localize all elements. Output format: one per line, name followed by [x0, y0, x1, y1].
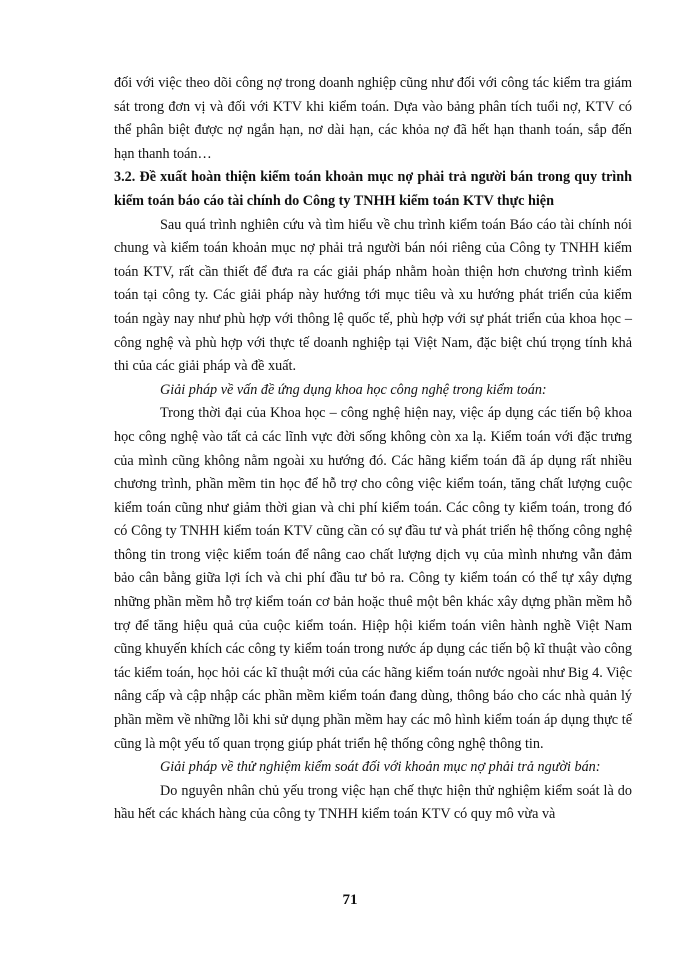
section-heading: 3.2. Đề xuất hoàn thiện kiểm toán khoản mục nợ phải trả người bán trong quy trình kiểm toán báo cáo tài chính do Công ty TNHH kiểm toán KTV thực hiện [114, 169, 632, 209]
subheading-control-testing: Giải pháp về thử nghiệm kiểm soát đối với khoản mục nợ phải trả người bán: [160, 759, 601, 776]
subheading-technology: Giải pháp về vấn đề ứng dụng khoa học công nghệ trong kiểm toán: [160, 381, 547, 398]
page-number: 71 [342, 892, 358, 908]
page-body [114, 72, 632, 827]
paragraph-continuation: đối với việc theo dõi công nợ trong doanh nghiệp cũng như đối với công tác kiểm tra giám sát trong đơn vị và đối với KTV khi kiểm toán. Dựa vào bảng phân tích tuổi nợ, KTV có thể phân biệt được nợ ngắn hạn, nơ dài hạn, các khỏa nợ đã hết hạn thanh toán, sắp đến hạn thanh toán… [114, 75, 632, 162]
paragraph-technology: Trong thời đại của Khoa học – công nghệ hiện nay, việc áp dụng các tiến bộ khoa học công nghệ vào tất cả các lĩnh vực đời sống không còn xa lạ. Kiểm toán với đặc trưng của mình cũng không nằm ngoài xu hướng đó. Các hãng kiểm toán đã áp dụng rất nhiều chương trình, phần mềm tin học để hỗ trợ cho công việc kiểm toán, tăng chất lượng cuộc kiểm toán cũng như giảm thời gian và chi phí kiểm toán. Các công ty kiểm toán, trong đó có Công ty TNHH kiểm toán KTV cũng cần có sự đầu tư và phát triển hệ thống công nghệ thông tin trong việc kiểm toán để nâng cao chất lượng dịch vụ của mình nhưng vẫn đảm bảo cân bằng giữa lợi ích và chi phí đầu tư bỏ ra. Công ty kiểm toán có thể tự xây dựng những phần mềm hỗ trợ kiểm toán cơ bản hoặc thuê một bên khác xây dựng phần mềm hỗ trợ để tăng hiệu quả của cuộc kiểm toán. Hiệp hội kiểm toán viên hành nghề Việt Nam cũng khuyến khích các công ty kiểm toán trong nước áp dụng các tiến bộ kĩ thuật vào công tác kiểm toán, học hỏi các kĩ thuật mới của các hãng kiểm toán nước ngoài như Big 4. Việc nâng cấp và cập nhập các phần mềm kiểm toán đang dùng, thông báo cho các nhà quản lý phần mềm về những lỗi khi sử dụng phần mềm hay các mô hình kiểm toán áp dụng thực tế cũng là một yếu tố quan trọng giúp phát triển hệ thống công nghệ thông tin. [114, 405, 632, 752]
paragraph-intro: Sau quá trình nghiên cứu và tìm hiểu về chu trình kiểm toán Báo cáo tài chính nói chung và kiểm toán khoản mục nợ phải trả người bán nói riêng của Công ty TNHH kiểm toán KTV, rất cần thiết để đưa ra các giải pháp nhằm hoàn thiện hơn chương trình kiểm toán tại công ty. Các giải pháp này hướng tới mục tiêu và xu hướng phát triển của kiểm toán ngày nay như phù hợp với thông lệ quốc tế, phù hợp với sự phát triển của khoa học – công nghệ và phù hợp với thực tế doanh nghiệp tại Việt Nam, đặc biệt chú trọng tính khả thi của các giải pháp và đề xuất. [114, 216, 632, 375]
paragraph-control-testing: Do nguyên nhân chủ yếu trong việc hạn chế thực hiện thử nghiệm kiểm soát là do hầu hết các khách hàng của công ty TNHH kiểm toán KTV có quy mô vừa và [114, 782, 632, 823]
